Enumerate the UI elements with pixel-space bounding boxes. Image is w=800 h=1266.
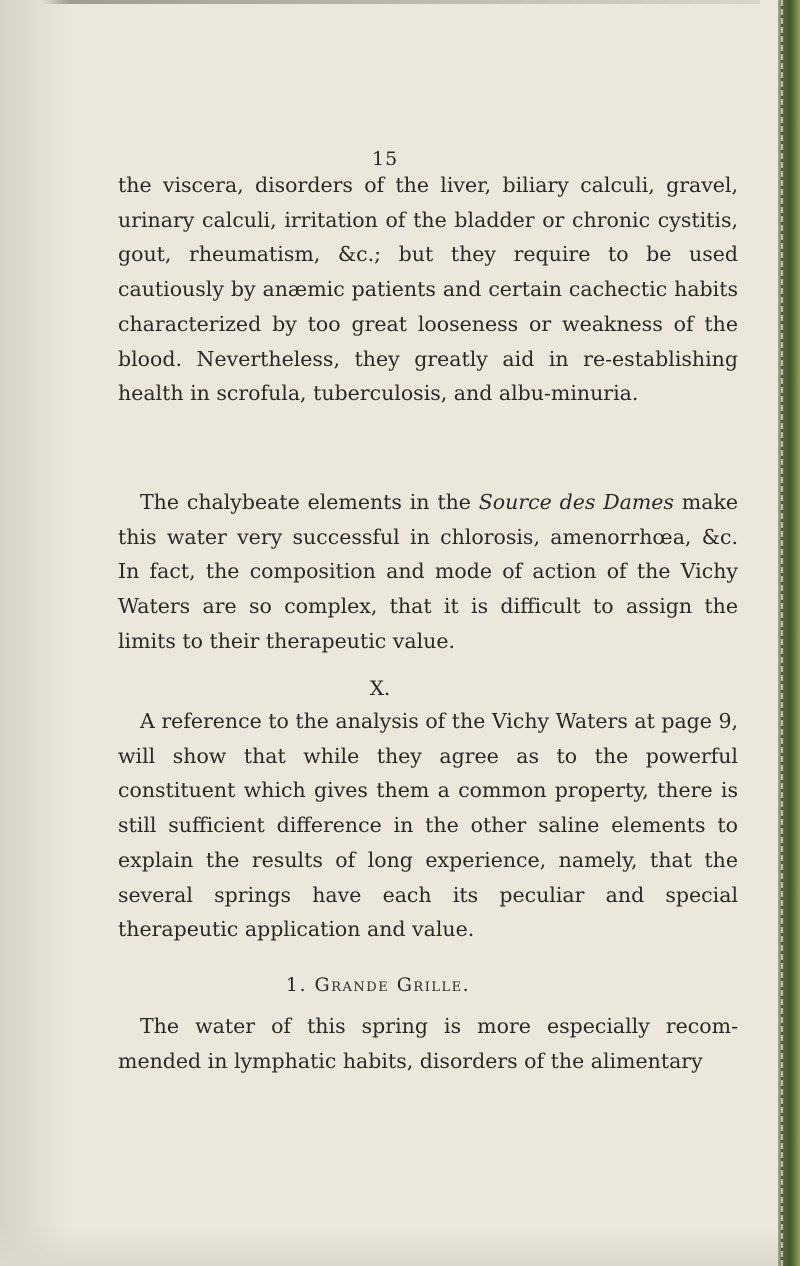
paragraph-chalybeate-end: make this water very successful in chlorosis, amenorrhœa, &c. In fact, the composition and mode of action of the Vichy Waters are so complex, that it is difficult to assign the limits to their therapeutic value. xyxy=(118,490,739,653)
page-left-shadow xyxy=(0,0,70,1266)
source-des-dames-italic: Source des Dames xyxy=(478,490,674,514)
paragraph-viscera: the viscera, disorders of the liver, biliary calculi, gravel, urinary calculi, irritation of the bladder or chronic cystitis, gout, rheumatism, &c.; but they require to be used cautiously by anæmic patients and certain cachectic habits characterized by too great looseness or weakness of the blood. Nevertheless, they greatly aid in re-establishing health in scrofula, tuberculosis, and albu-minuria. xyxy=(118,173,738,406)
page-top-edge xyxy=(0,0,760,4)
paragraph-analysis-reference: A reference to the analysis of the Vichy Waters at page 9, will show that while they agree as to the powerful constituent which gives them a common property, there is still sufficient difference in the other saline elements to explain the results of long experience, namely, that the several springs have each its peculiar and special therapeutic application and value. xyxy=(118,709,739,942)
section-numeral: X. xyxy=(369,676,391,700)
paragraph-chalybeate-start: The chalybeate elements in the xyxy=(140,490,479,514)
page-bottom-shadow xyxy=(0,1226,780,1266)
paragraph-grande-grille: The water of this spring is more especially recom-mended in lymphatic habits, disorders of the alimentary xyxy=(118,1014,738,1073)
book-binding-edge xyxy=(778,0,800,1266)
paragraph-chalybeate xyxy=(118,485,738,659)
subsection-heading-grande-grille: 1. Grande Grille. xyxy=(285,974,471,996)
page-number: 15 xyxy=(372,148,399,170)
